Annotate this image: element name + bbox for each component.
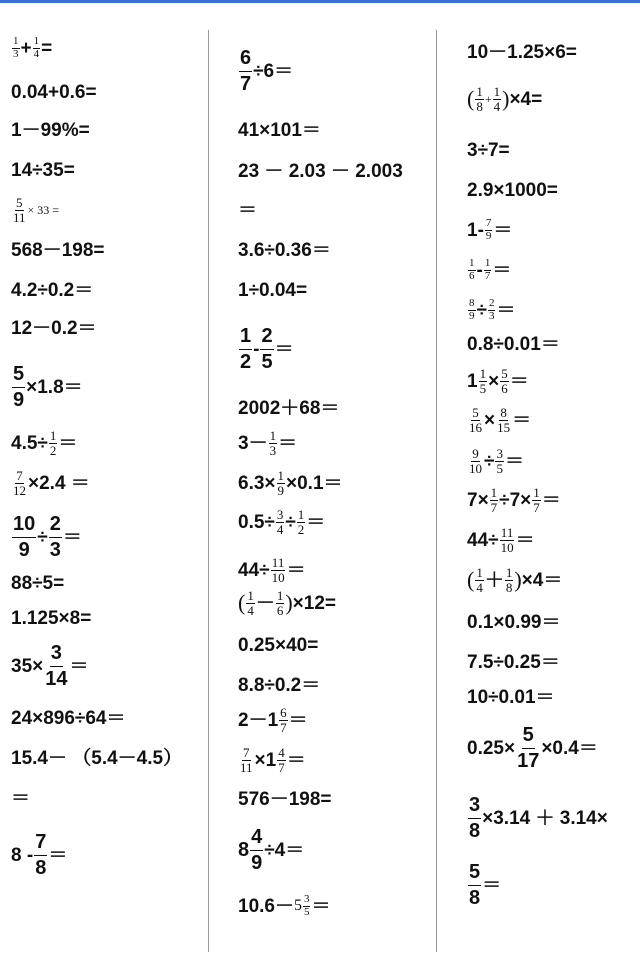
parenthesis: ( — [467, 567, 475, 592]
expression — [11, 314, 97, 342]
expression — [467, 683, 555, 711]
fraction-numerator: 1 — [277, 467, 285, 483]
expression-text: 1÷0.04= — [238, 279, 308, 301]
expression — [467, 176, 558, 204]
expression-text: ＋ — [484, 569, 504, 591]
fraction-numerator: 3 — [496, 445, 503, 461]
expression — [238, 276, 307, 304]
expression-text: ＝ — [48, 844, 68, 866]
fraction-numerator: 7 — [16, 467, 23, 483]
expression-text: ＝ — [504, 450, 524, 472]
expression-text: ＝ — [541, 489, 561, 511]
expression-text: ×1.8＝ — [26, 376, 83, 398]
expression-text: 2.9×1000= — [467, 179, 558, 201]
expression-text: ＝ — [238, 199, 258, 221]
fraction — [276, 508, 285, 536]
fraction — [485, 218, 493, 242]
fraction-numerator: 2 — [260, 326, 273, 350]
expression — [11, 744, 182, 772]
fraction-denominator: 7 — [533, 499, 540, 515]
fraction-numerator: 8 — [500, 404, 507, 420]
fraction — [468, 862, 481, 909]
mixed-whole: 5 — [293, 897, 302, 914]
fraction-numerator: 1 — [247, 587, 254, 603]
fraction-denominator: 10 — [271, 569, 285, 585]
fraction — [468, 258, 476, 282]
expression-text: 35× — [11, 655, 44, 677]
column-2 — [238, 0, 433, 967]
fraction — [12, 514, 36, 561]
fraction-denominator: 5 — [303, 905, 310, 918]
expression-text: ＝ — [515, 529, 535, 551]
expression — [238, 706, 308, 734]
fraction-numerator: 5 — [12, 364, 25, 388]
expression-text: 8 - — [11, 844, 34, 866]
fraction-numerator: 1 — [33, 34, 40, 47]
fraction-denominator: 9 — [469, 309, 475, 322]
expression — [11, 78, 97, 106]
fraction-numerator: 7 — [243, 744, 250, 760]
expression-text: ＝ — [493, 219, 513, 241]
fraction-numerator: 1 — [490, 484, 498, 500]
parenthesis: ) — [514, 567, 522, 592]
fraction-numerator: 3 — [303, 892, 310, 905]
mixed-number — [238, 827, 264, 874]
fraction-denominator: 6 — [469, 269, 475, 282]
fraction — [33, 36, 41, 60]
expression-text: 3.6÷0.36＝ — [238, 239, 331, 261]
expression-text: － — [255, 592, 275, 614]
fraction — [468, 406, 483, 434]
fraction-denominator: 15 — [497, 419, 511, 435]
fraction — [239, 48, 252, 95]
fraction — [12, 364, 25, 411]
fraction-denominator: 5 — [479, 380, 487, 396]
fraction — [276, 589, 285, 617]
fraction — [269, 429, 278, 457]
expression-text: 7.5÷0.25＝ — [467, 651, 560, 673]
parenthesis: ) — [285, 590, 293, 615]
fraction-numerator: 4 — [278, 744, 285, 760]
expression — [238, 671, 320, 699]
expression-text: 576－198= — [238, 788, 332, 810]
fraction — [297, 508, 306, 536]
fraction — [49, 429, 58, 457]
expression — [238, 116, 321, 144]
mixed-number — [294, 894, 312, 918]
expression-text: ×1 — [254, 749, 277, 771]
fraction-numerator: 5 — [16, 194, 23, 210]
fraction-numerator: 1 — [533, 484, 540, 500]
expression — [11, 784, 30, 812]
expression-text: 4.2÷0.2＝ — [11, 279, 94, 301]
expression — [238, 631, 318, 659]
fraction-denominator: 3 — [49, 538, 61, 561]
expression-text: ＝ — [274, 338, 294, 360]
fraction — [239, 746, 254, 774]
expression-text: ÷ — [476, 299, 487, 321]
expression-text: - — [476, 259, 483, 281]
expression-text: ＝ — [69, 655, 89, 677]
expression — [238, 46, 294, 95]
fraction-denominator: 10 — [469, 460, 482, 476]
expression-text: ＝ — [278, 432, 298, 454]
expression-text: ÷4＝ — [264, 839, 305, 861]
fraction-numerator: 1 — [239, 326, 252, 350]
expression-text: ＝ — [58, 432, 78, 454]
expression — [467, 406, 531, 434]
expression-text: ÷ — [285, 511, 296, 533]
fraction-denominator: 7 — [240, 72, 252, 95]
fraction-denominator: 7 — [490, 499, 498, 515]
expression-text: ＝ — [512, 409, 532, 431]
fraction-numerator: 1 — [484, 256, 491, 269]
fraction — [484, 258, 492, 282]
expression — [238, 469, 343, 497]
expression — [238, 324, 294, 373]
column-divider-2 — [436, 30, 437, 952]
fraction — [468, 795, 481, 842]
expression — [467, 723, 598, 772]
fraction-numerator: 7 — [485, 216, 492, 229]
expression-text: 568－198= — [11, 239, 105, 261]
expression-text: 14÷35= — [11, 159, 75, 181]
expression — [11, 236, 105, 264]
expression — [467, 608, 561, 636]
fraction-numerator: 1 — [276, 587, 284, 603]
fraction-denominator: 10 — [500, 539, 514, 555]
expression — [467, 486, 561, 514]
expression-text: ＝ — [288, 709, 308, 731]
fraction-numerator: 2 — [49, 514, 62, 538]
fraction-numerator: 5 — [522, 725, 535, 749]
expression — [238, 157, 403, 185]
expression — [238, 394, 339, 422]
expression-text: 10.6－ — [238, 895, 294, 917]
expression-text: 12－0.2＝ — [11, 317, 97, 339]
expression — [467, 296, 515, 324]
fraction-denominator: 2 — [49, 442, 57, 458]
fraction — [475, 566, 484, 594]
expression — [11, 156, 75, 184]
expression-text: = — [41, 37, 53, 59]
expression-text: 0.25× — [467, 737, 516, 759]
expression — [238, 785, 332, 813]
fraction-denominator: 8 — [35, 856, 47, 879]
expression-text: 88÷5= — [11, 572, 65, 594]
fraction-denominator: 14 — [45, 667, 68, 690]
fraction-denominator: 8 — [469, 819, 481, 842]
fraction-denominator: 9 — [251, 851, 263, 874]
fraction-numerator: 1 — [297, 506, 305, 522]
expression-text: ＝ — [62, 526, 82, 548]
fraction — [34, 832, 47, 879]
mixed-whole: 8 — [238, 839, 250, 861]
expression-text: ×12= — [292, 592, 336, 614]
parenthesis: ( — [467, 86, 475, 111]
expression — [11, 429, 77, 457]
fraction — [493, 85, 502, 113]
expression-text: ÷ — [484, 450, 495, 472]
expression — [11, 276, 93, 304]
fraction — [246, 589, 255, 617]
expression-text: 15.4－ （5.4－4.5） — [11, 747, 183, 769]
expression — [238, 429, 297, 457]
expression-text: 2002＋68＝ — [238, 397, 340, 419]
fraction — [260, 326, 273, 373]
expression — [11, 704, 126, 732]
fraction-denominator: 8 — [505, 579, 513, 595]
column-3 — [467, 0, 640, 967]
fraction-denominator: 9 — [277, 482, 285, 498]
expression — [11, 830, 68, 879]
fraction — [12, 469, 27, 497]
fraction — [277, 746, 286, 774]
expression — [238, 556, 306, 584]
expression-text: × — [488, 370, 500, 392]
fraction — [12, 196, 27, 224]
fraction — [277, 469, 286, 497]
fraction-numerator: 10 — [12, 514, 36, 538]
fraction-denominator: 8 — [469, 886, 481, 909]
fraction — [468, 298, 476, 322]
fraction-numerator: 1 — [505, 564, 513, 580]
fraction — [49, 514, 62, 561]
fraction — [532, 486, 541, 514]
expression — [238, 236, 331, 264]
expression — [11, 512, 82, 561]
expression-text: 1.125×8= — [11, 607, 92, 629]
expression-text: 24×896÷64＝ — [11, 707, 126, 729]
expression — [467, 648, 560, 676]
fraction-denominator: 17 — [517, 749, 540, 772]
expression-text: 0.04+0.6= — [11, 81, 97, 103]
expression-text: ＝ — [509, 370, 529, 392]
fraction — [250, 827, 263, 874]
expression — [467, 136, 510, 164]
fraction-numerator: 11 — [500, 524, 514, 540]
expression-text: 0.8÷0.01＝ — [467, 333, 560, 355]
parenthesis: ) — [502, 86, 510, 111]
fraction — [488, 298, 496, 322]
expression-text: + — [484, 92, 492, 106]
expression-text: 2－1 — [238, 709, 279, 731]
fraction — [271, 556, 286, 584]
expression — [11, 196, 59, 224]
expression-text: 4.5÷ — [11, 432, 48, 454]
expression — [238, 892, 331, 920]
fraction — [495, 447, 504, 475]
expression-text: ÷7× — [499, 489, 532, 511]
fraction — [490, 486, 499, 514]
expression — [11, 34, 52, 62]
expression — [11, 116, 90, 144]
fraction-numerator: 1 — [13, 34, 19, 47]
fraction-denominator: 11 — [13, 209, 26, 225]
expression-text: × 33 = — [27, 203, 60, 217]
expression-text: ＝ — [492, 259, 512, 281]
expression-text: ×2.4 ＝ — [28, 472, 90, 494]
fraction — [496, 406, 511, 434]
fraction — [239, 326, 252, 373]
expression — [11, 569, 64, 597]
fraction-numerator: 11 — [271, 554, 285, 570]
column-divider-1 — [208, 30, 209, 952]
expression — [467, 860, 502, 909]
expression-text: 0.1×0.99＝ — [467, 611, 561, 633]
fraction-denominator: 8 — [476, 98, 483, 114]
expression — [467, 216, 512, 244]
fraction-numerator: 3 — [50, 643, 63, 667]
expression-text: 6.3× — [238, 472, 276, 494]
expression — [467, 256, 511, 284]
expression — [467, 367, 529, 395]
fraction-denominator: 3 — [13, 47, 19, 60]
fraction-numerator: 3 — [276, 506, 284, 522]
fraction-denominator: 9 — [485, 229, 492, 242]
expression — [238, 508, 325, 536]
fraction-denominator: 12 — [13, 482, 26, 498]
expression-text: + — [20, 37, 32, 59]
expression-text: ×0.4＝ — [541, 737, 598, 759]
fraction-denominator: 4 — [476, 579, 483, 595]
fraction-denominator: 3 — [269, 442, 277, 458]
expression — [238, 589, 336, 617]
fraction-numerator: 1 — [269, 427, 277, 443]
fraction-numerator: 8 — [469, 296, 475, 309]
expression-text: 0.5÷ — [238, 511, 275, 533]
parenthesis: ( — [238, 590, 246, 615]
fraction-numerator: 7 — [34, 832, 47, 856]
fraction — [303, 894, 311, 918]
expression — [11, 362, 83, 411]
expression — [467, 447, 524, 475]
expression-text: 41×101＝ — [238, 119, 321, 141]
expression-text: ＝ — [306, 511, 326, 533]
fraction-numerator: 5 — [468, 862, 481, 886]
expression — [238, 746, 306, 774]
expression-text: ×4= — [509, 88, 543, 110]
fraction — [505, 566, 514, 594]
fraction — [279, 706, 288, 734]
expression — [467, 566, 562, 594]
expression-text: - — [253, 338, 260, 360]
fraction — [475, 85, 484, 113]
fraction-denominator: 16 — [469, 419, 482, 435]
expression-text: ×0.1＝ — [286, 472, 343, 494]
fraction-numerator: 5 — [472, 404, 479, 420]
expression — [11, 641, 89, 690]
fraction — [468, 447, 483, 475]
fraction — [44, 643, 68, 690]
expression-text: 10÷0.01＝ — [467, 686, 555, 708]
fraction-numerator: 9 — [472, 445, 479, 461]
fraction-numerator: 6 — [280, 704, 287, 720]
fraction-denominator: 4 — [247, 602, 254, 618]
fraction-denominator: 9 — [13, 388, 25, 411]
fraction-denominator: 7 — [484, 269, 491, 282]
expression-text: × — [484, 409, 496, 431]
fraction-denominator: 2 — [240, 350, 252, 373]
expression — [467, 793, 608, 842]
expression-text: ＝ — [482, 874, 502, 896]
expression-text: 44÷ — [467, 529, 499, 551]
fraction — [500, 526, 515, 554]
fraction-denominator: 5 — [496, 460, 503, 476]
expression-text: ＝ — [286, 559, 306, 581]
fraction-numerator: 1 — [476, 83, 483, 99]
fraction — [516, 725, 540, 772]
fraction-denominator: 2 — [297, 521, 305, 537]
expression-text: 44÷ — [238, 559, 270, 581]
fraction-numerator: 1 — [479, 365, 487, 381]
expression — [238, 196, 257, 224]
expression-text: 1－99%= — [11, 119, 90, 141]
expression-text: 3÷7= — [467, 139, 510, 161]
fraction-numerator: 4 — [250, 827, 263, 851]
expression — [11, 469, 90, 497]
expression-text: 7× — [467, 489, 489, 511]
expression-text: ＝ — [286, 749, 306, 771]
expression-text: ＝ — [11, 787, 31, 809]
fraction — [500, 367, 509, 395]
fraction-denominator: 6 — [501, 380, 508, 396]
fraction-numerator: 1 — [476, 564, 483, 580]
fraction-denominator: 7 — [280, 719, 287, 735]
expression — [467, 330, 560, 358]
fraction-denominator: 6 — [276, 602, 284, 618]
fraction-numerator: 5 — [501, 365, 508, 381]
fraction-denominator: 9 — [18, 538, 30, 561]
expression-text: ×4＝ — [521, 569, 563, 591]
fraction-numerator: 6 — [239, 48, 252, 72]
expression — [467, 85, 542, 113]
fraction-denominator: 4 — [33, 47, 40, 60]
fraction-denominator: 5 — [261, 350, 273, 373]
fraction — [479, 367, 488, 395]
fraction-numerator: 3 — [468, 795, 481, 819]
expression-text: ＝ — [311, 895, 331, 917]
fraction-denominator: 11 — [240, 759, 253, 775]
expression — [238, 825, 305, 874]
fraction-denominator: 7 — [278, 759, 285, 775]
column-1 — [11, 0, 203, 967]
expression-text: ÷6＝ — [253, 60, 294, 82]
fraction — [12, 36, 20, 60]
fraction-numerator: 1 — [469, 256, 475, 269]
expression — [11, 604, 91, 632]
expression-text: 23 － 2.03 － 2.003 — [238, 160, 403, 182]
expression-text: 8.8÷0.2＝ — [238, 674, 321, 696]
expression-text: ÷ — [37, 526, 48, 548]
fraction-denominator: 4 — [493, 98, 501, 114]
fraction-denominator: 3 — [488, 309, 495, 322]
fraction-numerator: 2 — [488, 296, 495, 309]
expression-text: ×3.14 ＋ 3.14× — [482, 807, 608, 829]
expression — [467, 526, 535, 554]
expression-text: ＝ — [496, 299, 516, 321]
fraction-denominator: 4 — [276, 521, 284, 537]
expression — [467, 38, 577, 66]
fraction-numerator: 1 — [49, 427, 57, 443]
expression-text: 1 — [467, 370, 478, 392]
expression-text: 10－1.25×6= — [467, 41, 577, 63]
expression-text: 3－ — [238, 432, 268, 454]
expression-text: 0.25×40= — [238, 634, 319, 656]
fraction-numerator: 1 — [493, 83, 501, 99]
expression-text: 1- — [467, 219, 484, 241]
